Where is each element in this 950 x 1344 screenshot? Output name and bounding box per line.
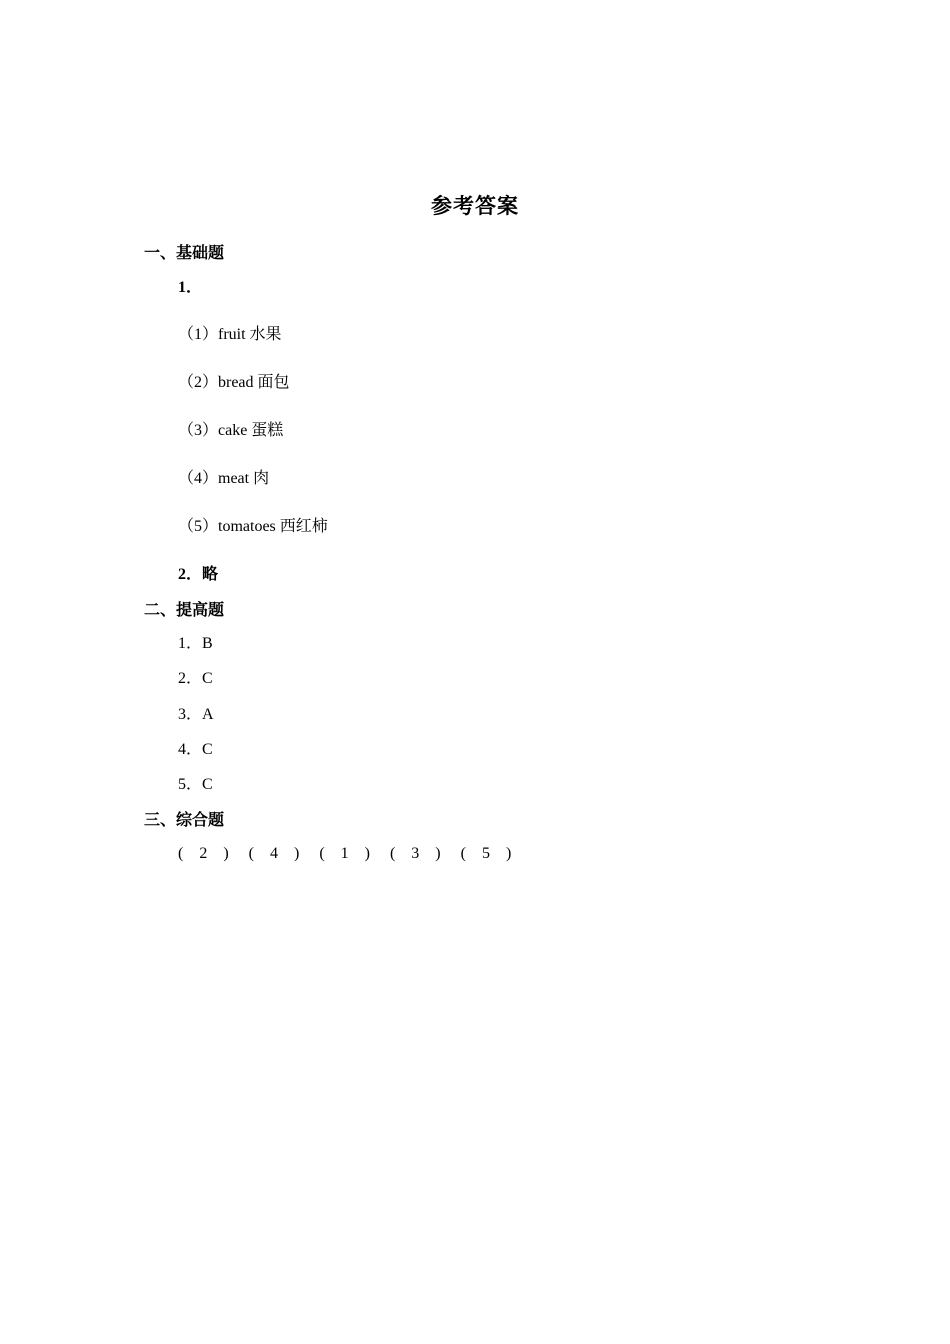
section-basic-heading: 一、基础题	[144, 245, 225, 262]
sequence-item: ( 1 )	[319, 845, 376, 862]
choice-answer: 4．C	[178, 741, 213, 758]
choice-answer: 3．A	[178, 706, 214, 723]
page-title: 参考答案	[431, 194, 519, 218]
sequence-item: ( 2 )	[178, 845, 235, 862]
vocab-item: （4）meat 肉	[178, 470, 270, 487]
ordering-sequence	[178, 844, 531, 864]
question-2-answer: 2．略	[178, 566, 219, 583]
sequence-item: ( 5 )	[460, 845, 518, 862]
choice-answer: 1．B	[178, 635, 213, 652]
choice-answer: 2．C	[178, 670, 213, 687]
sequence-item: ( 3 )	[389, 845, 447, 862]
section-advanced-heading: 二、提高题	[144, 602, 225, 619]
sequence-item: ( 4 )	[248, 845, 306, 862]
section-comprehensive-heading: 三、综合题	[144, 812, 225, 829]
vocab-item: （1）fruit 水果	[178, 326, 282, 343]
vocab-item: （5）tomatoes 西红柿	[178, 518, 328, 535]
vocab-item: （2）bread 面包	[178, 374, 290, 391]
question-1-label: 1．	[178, 279, 203, 296]
choice-answer: 5．C	[178, 776, 213, 793]
vocab-item: （3）cake 蛋糕	[178, 422, 284, 439]
